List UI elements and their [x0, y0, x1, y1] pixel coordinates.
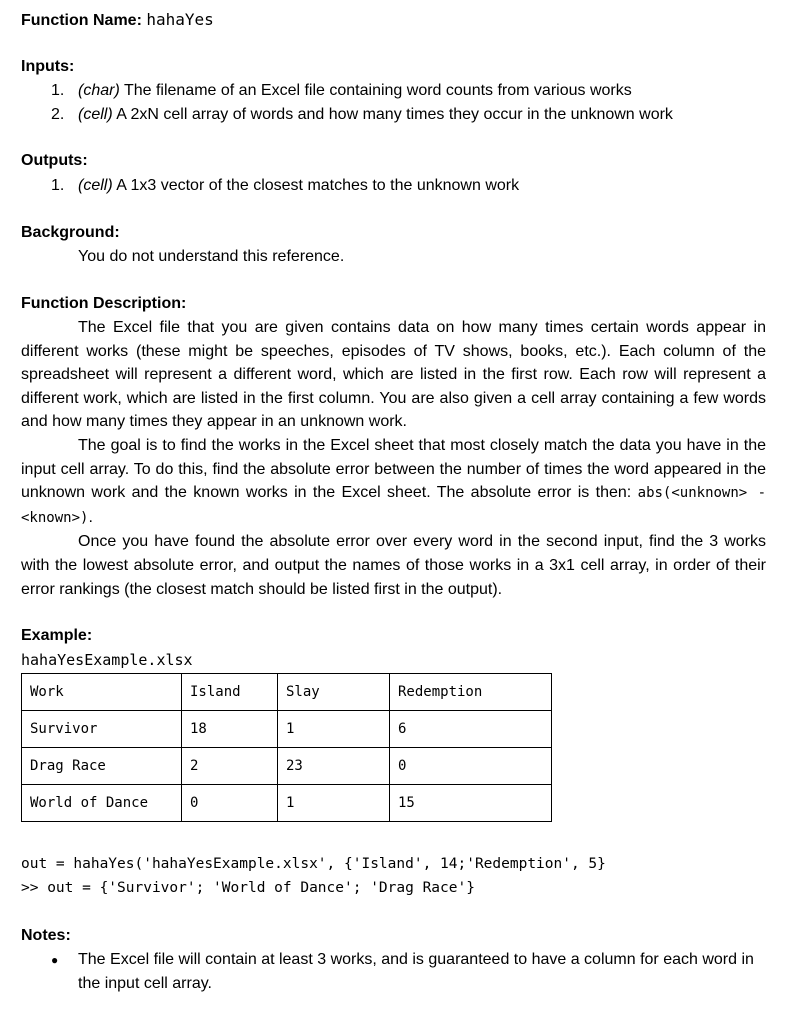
table-cell: 0 — [182, 785, 278, 822]
table-cell: 1 — [278, 711, 390, 748]
note-item: The Excel file will contain at least 3 works, and is guaranteed to have a column for each word in the input cell array. — [78, 951, 754, 992]
inputs-heading: Inputs: — [21, 58, 75, 75]
example-heading: Example: — [21, 627, 93, 644]
list-number: 1. — [51, 82, 65, 99]
table-cell: 18 — [182, 711, 278, 748]
outputs-heading: Outputs: — [21, 152, 88, 169]
list-number: 2. — [51, 106, 65, 123]
table-row — [22, 785, 552, 822]
table-cell: World of Dance — [22, 785, 182, 822]
output-type: (cell) — [78, 177, 113, 194]
example-code-output: >> out = {'Survivor'; 'World of Dance'; 'Drag Race'} — [21, 880, 475, 896]
table-cell: Survivor — [22, 711, 182, 748]
table-row — [22, 711, 552, 748]
inputs-list — [21, 79, 766, 127]
function-name-line — [21, 10, 214, 30]
output-item-1 — [21, 174, 766, 198]
table-header-cell: Slay — [278, 674, 390, 711]
description-paragraph-1: The Excel file that you are given contains data on how many times certain words appear in different works (these might be speeches, episodes of TV shows, books, etc.). Each column of the spreadsheet will represent a different word, which are listed in the first row. Each row will represent a different work, which are listed in the first column. You are also given a cell array containing a few words and how many times they appear in an unknown work. — [21, 319, 766, 431]
table-header-cell: Redemption — [390, 674, 552, 711]
description-text: . — [88, 508, 93, 526]
notes-heading: Notes: — [21, 927, 71, 944]
table-cell: 0 — [390, 748, 552, 785]
table-cell: 6 — [390, 711, 552, 748]
table-header-row — [22, 674, 552, 711]
input-description: A 2xN cell array of words and how many times they occur in the unknown work — [112, 106, 673, 123]
abs-error-code: abs(<unknown> - <known>) — [21, 485, 767, 526]
bullet-icon: ● — [51, 953, 59, 967]
description-paragraph-3: Once you have found the absolute error over every word in the second input, find the 3 works with the lowest absolute error, and output the names of those works in a 3x1 cell array, in order of their error rankings (the closest match should be listed first in the output). — [21, 533, 766, 598]
outputs-list — [21, 174, 766, 198]
input-description: The filename of an Excel file containing word counts from various works — [119, 82, 632, 99]
table-header-cell: Island — [182, 674, 278, 711]
example-table — [21, 673, 552, 822]
table-header-cell: Work — [22, 674, 182, 711]
input-type: (cell) — [78, 106, 113, 123]
function-name-value: hahaYes — [146, 10, 214, 29]
description-body — [21, 316, 766, 601]
background-text: You do not understand this reference. — [78, 248, 345, 265]
input-item-1 — [21, 79, 766, 103]
background-heading: Background: — [21, 224, 120, 241]
table-cell: 2 — [182, 748, 278, 785]
description-heading: Function Description: — [21, 295, 187, 312]
description-paragraph-2 — [21, 434, 766, 530]
output-description: A 1x3 vector of the closest matches to the unknown work — [112, 177, 520, 194]
table-row — [22, 748, 552, 785]
description-text: The goal is to find the works in the Excel sheet that most closely match the data you have in the input cell array. To do this, find the absolute error between the number of times the word appeared in the unknown work and the known works in the Excel sheet. The absolute error is then: — [21, 436, 766, 502]
table-cell: 15 — [390, 785, 552, 822]
list-number: 1. — [51, 177, 65, 194]
table-cell: 23 — [278, 748, 390, 785]
table-cell: 1 — [278, 785, 390, 822]
example-code-call: out = hahaYes('hahaYesExample.xlsx', {'Island', 14;'Redemption', 5} — [21, 856, 606, 872]
function-name-label: Function Name: — [21, 12, 142, 29]
input-type: (char) — [78, 82, 120, 99]
example-filename: hahaYesExample.xlsx — [21, 651, 193, 669]
table-cell: Drag Race — [22, 748, 182, 785]
input-item-2 — [21, 103, 766, 127]
